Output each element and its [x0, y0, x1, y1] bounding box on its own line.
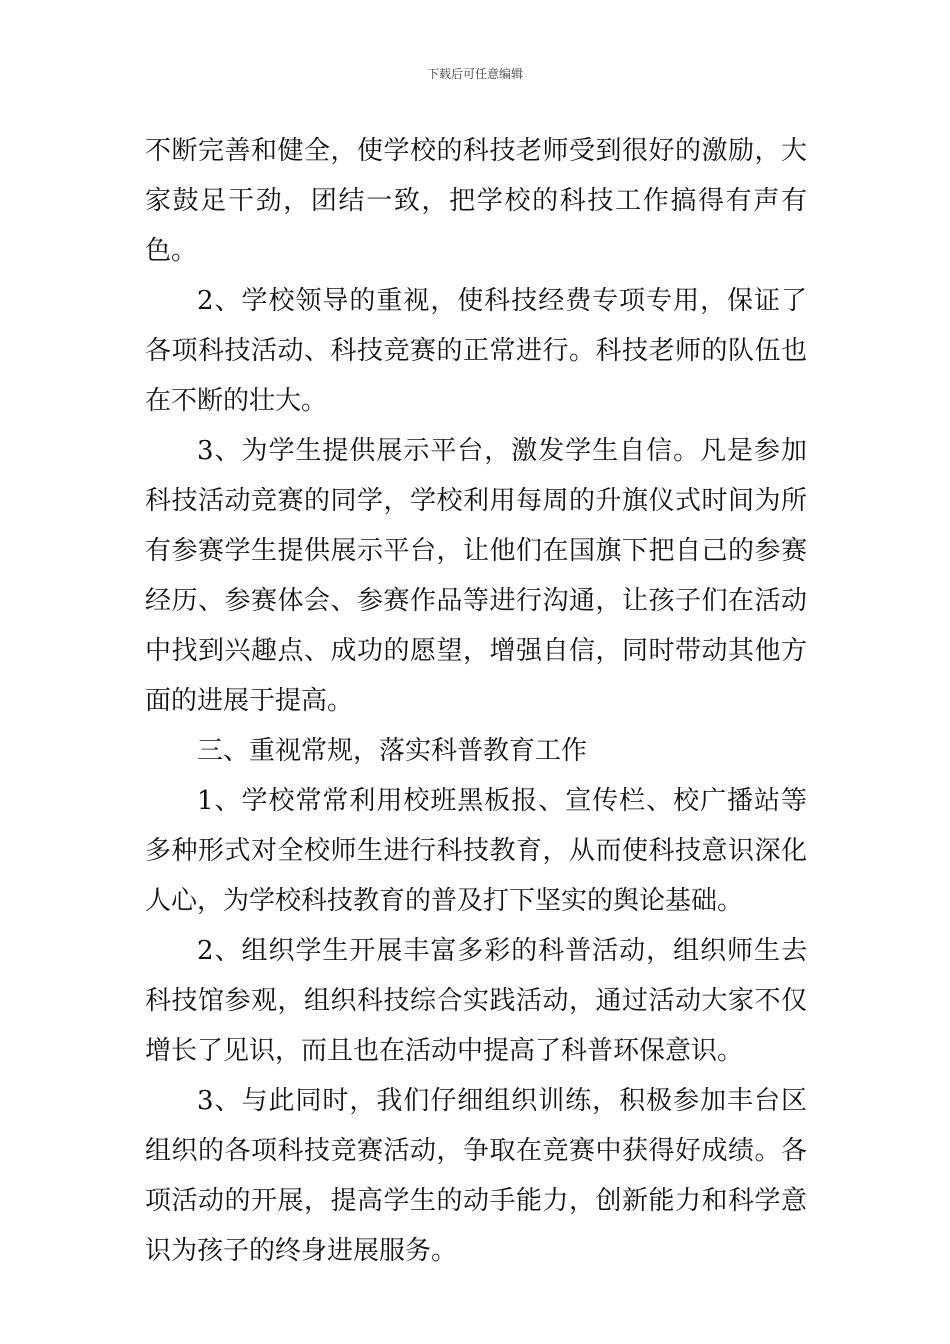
- paragraph-item-3-showcase: 3、为学生提供展示平台，激发学生自信。凡是参加科技活动竞赛的同学，学校利用每周的升旗仪式时间为所有参赛学生提供展示平台，让他们在国旗下把自己的参赛经历、参赛体会、参赛作品等进行沟通，让孩子们在活动中找到兴趣点、成功的愿望，增强自信，同时带动其他方面的进展于提高。: [145, 436, 807, 716]
- paragraph-continuation: 不断完善和健全，使学校的科技老师受到很好的激励，大家鼓足干劲，团结一致，把学校的科技工作搞得有声有色。: [145, 136, 807, 266]
- document-body: [145, 126, 807, 1276]
- section-heading-three: 三、重视常规，落实科普教育工作: [197, 736, 588, 766]
- paragraph-item-2-activities: 2、组织学生开展丰富多彩的科普活动，组织师生去科技馆参观，组织科技综合实践活动，通过活动大家不仅增长了见识，而且也在活动中提高了科普环保意识。: [145, 936, 807, 1066]
- paragraph-item-1-publicity: 1、学校常常利用校班黑板报、宣传栏、校广播站等多种形式对全校师生进行科技教育，从而使科技意识深化人心，为学校科技教育的普及打下坚实的舆论基础。: [145, 786, 807, 916]
- page-header: 下载后可任意编辑: [426, 67, 523, 81]
- paragraph-item-2-leadership: 2、学校领导的重视，使科技经费专项专用，保证了各项科技活动、科技竞赛的正常进行。科技老师的队伍也在不断的壮大。: [145, 286, 807, 416]
- paragraph-item-3-competitions: 3、与此同时，我们仔细组织训练，积极参加丰台区组织的各项科技竞赛活动，争取在竞赛中获得好成绩。各项活动的开展，提高学生的动手能力，创新能力和科学意识为孩子的终身进展服务。: [145, 1086, 807, 1266]
